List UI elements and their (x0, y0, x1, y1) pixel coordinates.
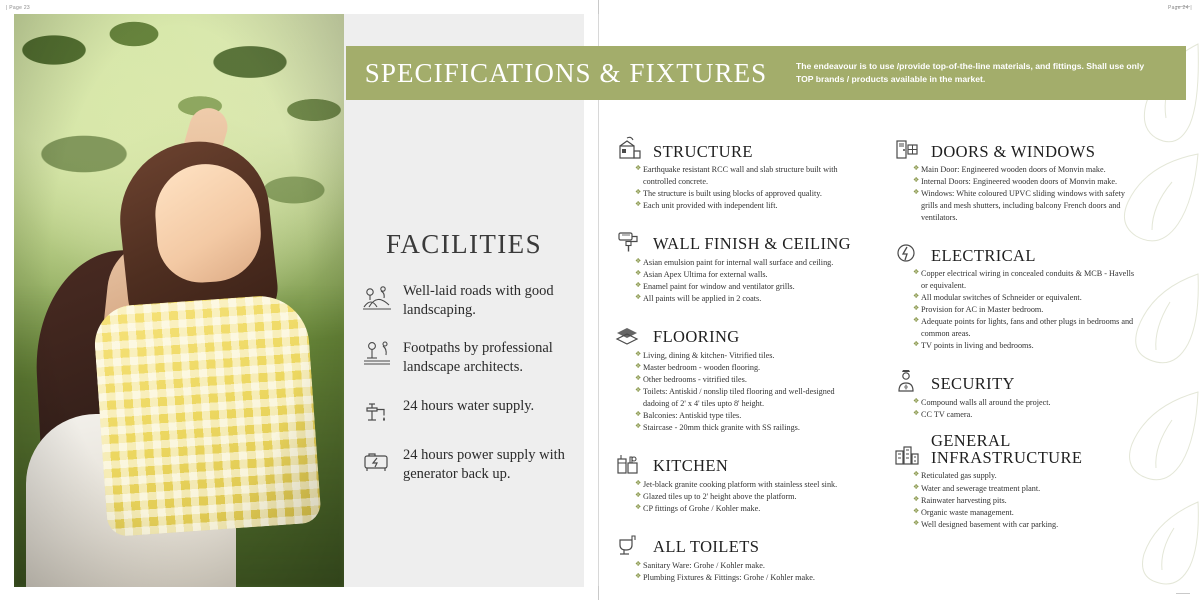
facility-label: Footpaths by professional landscape architects. (403, 340, 553, 376)
bullet: ❖ Windows: White coloured UPVC sliding windows with safety grills and mesh shutters, including balcony French doors and ventilators. (913, 188, 1140, 223)
spec-section-kitchen (612, 447, 862, 515)
facility-label: 24 hours power supply with generator back up. (403, 446, 565, 482)
section-bullets (612, 350, 862, 434)
page-number-right: Page 24 | (1167, 5, 1192, 11)
infrastructure-icon (890, 438, 924, 468)
bullet: ❖ Main Door: Engineered wooden doors of Monvin make. (913, 164, 1140, 176)
section-title: STRUCTURE (653, 141, 753, 161)
spec-header-banner (346, 46, 1186, 100)
bullet: ❖ Copper electrical wiring in concealed conduits & MCB - Havells or equivalent. (913, 268, 1140, 291)
bullet: ❖ Plumbing Fixtures & Fittings: Grohe / Kohler make. (635, 572, 862, 584)
bullet: ❖ Rainwater harvesting pits. (913, 495, 1140, 507)
spec-section-electrical (890, 236, 1140, 351)
section-bullets (890, 268, 1140, 351)
section-bullets (612, 560, 862, 584)
crop-mark (598, 586, 599, 600)
section-bullets (612, 257, 862, 305)
facility-item (360, 446, 574, 484)
facility-item (360, 339, 574, 377)
bullet: ❖ CP fittings of Grohe / Kohler make. (635, 503, 862, 515)
bullet: ❖ The structure is built using blocks of approved quality. (635, 188, 862, 200)
bullet: ❖ Reticulated gas supply. (913, 470, 1140, 482)
facility-item (360, 397, 574, 427)
facilities-list (360, 282, 574, 503)
bullet: ❖ Sanitary Ware: Grohe / Kohler make. (635, 560, 862, 572)
section-title: FLOORING (653, 327, 740, 347)
floor-tiles-icon (612, 318, 646, 348)
section-title: SECURITY (931, 374, 1015, 394)
spec-section-wall-finish (612, 225, 862, 305)
bullet: ❖ All paints will be applied in 2 coats. (635, 293, 862, 305)
bullet: ❖ Provision for AC in Master bedroom. (913, 304, 1140, 316)
spec-section-toilets (612, 528, 862, 584)
section-title: ELECTRICAL (931, 245, 1036, 265)
section-heading (890, 365, 1140, 395)
structure-icon (612, 132, 646, 162)
section-heading (612, 528, 862, 558)
toilet-icon (612, 528, 646, 558)
facility-label: 24 hours water supply. (403, 397, 535, 414)
bullet: ❖ Asian emulsion paint for internal wall surface and ceiling. (635, 257, 862, 269)
water-tap-icon (360, 397, 394, 427)
bullet: ❖ Adequate points for lights, fans and other plugs in bedrooms and common areas. (913, 316, 1140, 339)
section-bullets (612, 164, 862, 212)
section-title: ALL TOILETS (653, 537, 760, 557)
bullet: ❖ TV points in living and bedrooms. (913, 340, 1140, 352)
bullet: ❖ Staircase - 20mm thick granite with SS railings. (635, 422, 862, 434)
bullet: ❖ Organic waste management. (913, 507, 1140, 519)
bullet: ❖ Enamel paint for window and ventilator grills. (635, 281, 862, 293)
bullet: ❖ Water and sewerage treatment plant. (913, 483, 1140, 495)
section-bullets (890, 164, 1140, 223)
spec-columns (612, 132, 1140, 596)
bullet: ❖ Internal Doors: Engineered wooden doors of Monvin make. (913, 176, 1140, 188)
bullet: ❖ Well designed basement with car parking. (913, 519, 1140, 531)
bullet: ❖ Compound walls all around the project. (913, 397, 1140, 409)
section-heading (890, 433, 1140, 468)
section-heading (890, 236, 1140, 266)
section-heading (612, 132, 862, 162)
bullet: ❖ Master bedroom - wooden flooring. (635, 362, 862, 374)
section-bullets (612, 479, 862, 515)
spec-title: SPECIFICATIONS & FIXTURES (364, 57, 768, 88)
landscaping-icon (360, 282, 394, 312)
bullet: ❖ Asian Apex Ultima for external walls. (635, 269, 862, 281)
section-bullets (890, 470, 1140, 530)
section-title: DOORS & WINDOWS (931, 141, 1096, 161)
section-title: WALL FINISH & CEILING (653, 234, 851, 254)
section-heading (612, 225, 862, 255)
bullet: ❖ Other bedrooms - vitrified tiles. (635, 374, 862, 386)
section-heading (612, 447, 862, 477)
page-number-left: | Page 23 (6, 5, 31, 11)
spec-subtitle: The endeavour is to use /provide top-of-the-line materials, and fittings. Shall use only TOP brands / products available in the market. (796, 61, 1145, 84)
bullet: ❖ Each unit provided with independent lift. (635, 200, 862, 212)
photo-vignette (14, 14, 344, 587)
facility-item (360, 282, 574, 320)
generator-icon (360, 446, 394, 476)
section-bullets (890, 397, 1140, 421)
bullet: ❖ Living, dining & kitchen- Vitrified tiles. (635, 350, 862, 362)
facilities-title: FACILITIES (386, 229, 542, 259)
footpath-lamp-icon (360, 339, 394, 369)
crop-mark (598, 0, 599, 14)
bullet: ❖ CC TV camera. (913, 409, 1140, 421)
door-window-icon (890, 132, 924, 162)
spec-column-right (890, 132, 1140, 596)
spec-column-left (612, 132, 862, 596)
spec-section-general-infrastructure (890, 433, 1140, 530)
bullet: ❖ Jet-black granite cooking platform with stainless steel sink. (635, 479, 862, 491)
security-icon (890, 365, 924, 395)
kitchen-icon (612, 447, 646, 477)
bullet: ❖ Earthquake resistant RCC wall and slab structure built with controlled concrete. (635, 164, 862, 187)
section-heading (612, 318, 862, 348)
electrical-icon (890, 236, 924, 266)
spec-section-security (890, 365, 1140, 421)
bullet: ❖ Balconies: Antiskid type tiles. (635, 410, 862, 422)
section-heading (890, 132, 1140, 162)
section-title: GENERAL INFRASTRUCTURE (931, 431, 1083, 467)
hero-photo (14, 14, 344, 587)
paint-roller-icon (612, 225, 646, 255)
spec-section-structure (612, 132, 862, 212)
bullet: ❖ All modular switches of Schneider or equivalent. (913, 292, 1140, 304)
section-title: KITCHEN (653, 456, 729, 476)
spec-section-flooring (612, 318, 862, 434)
bullet: ❖ Glazed tiles up to 2' height above the platform. (635, 491, 862, 503)
crop-mark (1176, 593, 1190, 594)
facility-label: Well-laid roads with good landscaping. (403, 283, 554, 319)
spec-section-doors-windows (890, 132, 1140, 223)
bullet: ❖ Toilets: Antiskid / nonslip tiled flooring and well-designed dadoing of 2' x 4' tiles upto 8' height. (635, 386, 862, 409)
